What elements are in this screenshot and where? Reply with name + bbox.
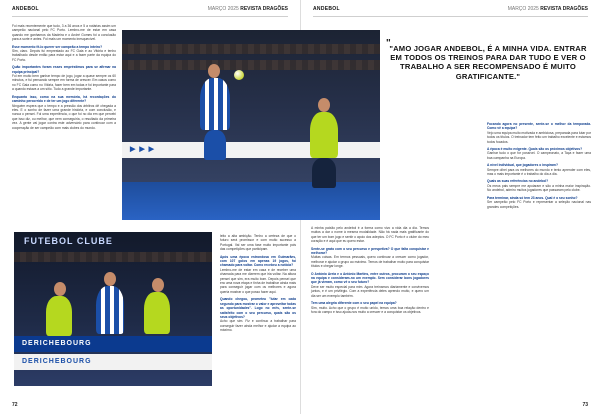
page-number-right: 73 — [582, 402, 588, 408]
quote-mark: " — [386, 38, 391, 49]
question: A época é muito exigente. Quais são os próximos objetivos? — [487, 147, 583, 152]
left-header — [0, 4, 300, 16]
issue-info — [208, 6, 288, 12]
player-head — [104, 272, 116, 286]
ad-board: DERICHEBOURG — [14, 336, 212, 352]
question: O António Areia e o António Martins, entre outros, procuram o seu espaço na equipa e consideram-no um exemplo. Sem considerar bons jogadores que já vieram, como vê o seu futuro? — [311, 271, 429, 285]
handball — [234, 70, 244, 80]
question: Para terminar, ainda só tem 23 anos. Qual é o seu sonho? — [487, 195, 578, 200]
stands-row — [122, 60, 380, 70]
question: Esse momento fê-lo querer ser campeão a tempo inteiro? — [12, 44, 103, 49]
question: Sente-se grato com o seu percurso e perspetiva? O que falta conquistar e melhorar? — [311, 246, 429, 256]
paragraph: Foi em muito bem ganhar tempo de jogo, jogar a quase sempre os 60 minutos, e fui pensando sempre em forma de crescer. Em casos como no FC Gaia como no Vitória, fazer bem em todas e foi importante para a quando estava a um sítio. Tudo a grande importante. — [12, 74, 116, 92]
player-opponent — [310, 112, 338, 158]
question: Quais as suas referências no andebol? — [487, 179, 549, 184]
player-head — [152, 278, 164, 292]
column-1 — [12, 24, 116, 224]
paragraph: A minha paixão pelo andebol é a forma como vivo a vida dia a dia. Temos muitos a dar o nome à mesma modalidade. Não há nada mais gratificante do que ter um bom jogo e sentir o apoio dos adeptos. O FC Porto é o clube do meu coração e é aqui que eu quero estar. — [311, 226, 429, 244]
paragraph: Ganhar tudo o que for possível. O campeonato, a Taça e fazer uma boa campanha na Europa. — [487, 151, 591, 160]
section-title: ANDEBOL — [313, 6, 340, 12]
player-head — [54, 282, 66, 296]
section-title: ANDEBOL — [12, 6, 39, 12]
question: Focando agora no presente, sente-se o melhor da temporada. Como vê a equipa? — [487, 122, 591, 131]
paragraph: Acho que sim. Fiz e continuo a trabalhar para conseguir fazer ainda melhor e ajudar a equipa ao máximo. — [220, 319, 296, 333]
court-floor — [122, 182, 380, 220]
paragraph: Lembro-me de estar em casa e de receber uma chamada para me dizerem que iria voltar. Na altura pensei que sim, era muito bom. Depois pensei que era uma nova etapa e tinha de trabalhar ainda mais para conseguir jogar com os melhores e agora queria mostrar o que posso fazer aqui. — [220, 267, 296, 294]
player-shorts — [204, 130, 226, 160]
stands-row — [14, 252, 212, 262]
player-opponent — [144, 292, 170, 334]
paragraph: Deve ser muito especial para mim. Agora treinamos diariamente e convivemos juntos, e é um privilégio. Com a experiência deles aprendo muito, e quero um dia ser um exemplo também. — [311, 284, 429, 298]
question: Quando chegou, prometeu "lutar em cada segundo para mostrar o valor e aproveitar todas as oportunidades". Logo no mês, sente-se satisfeito com o seu percurso, quais são os seus objetivos? — [220, 297, 296, 319]
column-4 — [487, 120, 591, 404]
question: Quão importantes foram esses empréstimos para se afirmar na equipa principal? — [12, 65, 116, 74]
paragraph: Ser campeão pelo FC Porto e representar a seleção nacional nas grandes competições. — [487, 200, 591, 209]
paragraph: Sim, muito. Acho que o grupo é muito unido, temos uma boa relação dentro e fora do campo e isso ajuda-nos muito a crescer e a conquistar os objetivos. — [311, 305, 429, 314]
player-head — [208, 64, 220, 78]
question: Tem uma alegria diferente com o seu papel na equipa? — [311, 301, 397, 306]
right-header — [301, 4, 600, 16]
paragraph: Foi mais recentemente que tudo, 3 a 36 anos e 5 a notárias assim um campeão nacional pelo FC Porto. Lembro-me de estar em casa quando me ganhamos da Madeira e o André Gomes foi a conclusão para a sorte e antes. Foi mais um momento inesquecível. — [12, 24, 116, 42]
paragraph: Sempre olhei para os melhores do mundo e tento aprender com eles, mas o mais importante é o trabalho do dia a dia. — [487, 167, 591, 177]
magazine-name: REVISTA DRAGÕES — [540, 6, 588, 12]
issue-info — [508, 6, 588, 12]
stands-row — [122, 44, 380, 54]
stands-lettering: FUTEBOL CLUBE — [24, 236, 113, 246]
page-number-left: 72 — [12, 402, 18, 408]
pull-quote: "AMO JOGAR ANDEBOL, É A MINHA VIDA. ENTRAR EM TODOS OS TREINOS PARA DAR TUDO E VER O TRABALHO A SER RECOMPENSADO É MUITO GRATIFICANTE." — [389, 44, 587, 81]
player-fcporto — [200, 78, 230, 130]
question: A nível individual, que jogadores o inspiram? — [487, 163, 558, 168]
paragraph: Ninguém espera que o tempo e a pressão dos árbitros dê chegada a eles. E o sonho de fazer uma grande história, e com conclusão, e nunca o pensei. Foi uma experiência, o que foi no dia em que percebi que isso diz, ou melhor, que nem conseguiria, o resultado da primeira vez. A gente vai jogar contra este adversário para continuar com a cooperação de ser campeão com mais clubes do mundo. — [12, 103, 116, 130]
action-photo — [122, 30, 380, 220]
player-head — [318, 98, 330, 112]
question: Após uma época estrondosa em Guimarães, com 107 golos em apenas 19 jogos, foi chamado para voltar. Como recebeu a notícia? — [220, 254, 296, 268]
paragraph: Os meus pais sempre me apoiaram e são a minha maior inspiração. No andebol, admiro muitos jogadores que passaram pelo clube. — [487, 183, 591, 193]
issue-date: MARÇO 2025 — [207, 6, 239, 12]
question: Enquanto isso, como na sua memória, há recordações do caminho percorrido e de ter um jogo diferente? — [12, 94, 116, 104]
magazine-name: REVISTA DRAGÕES — [240, 6, 288, 12]
paragraph: Vejo uma equipa muito motivada e ambiciosa, preparada para lutar por todos os títulos. O treinador tem feito um trabalho excelente e estamos todos focados. — [487, 130, 591, 144]
paragraph: Muitas coisas. Em termos pessoais, quero continuar a crescer como jogador, melhorar e ajudar o grupo ao máximo. Temos de trabalhar muito para conquistar títulos e chegar longe. — [311, 255, 429, 269]
player-shorts — [312, 158, 336, 188]
paragraph: leito a alta ambição. Tenho a certeza de que o futuro será promissor e com muito sucesso a Portugal. Vai ser uma fase muito importante pois das competições que participam. — [220, 234, 296, 252]
header-rule — [12, 16, 288, 17]
header-rule — [313, 16, 588, 17]
paragraph: Sim, claro. Depois fui emprestado ao FC Gaia e ao Vitória e tenho trabalhado desde então para estar aqui e a fazer parte da equipa do FC Porto. — [12, 49, 116, 62]
ad-board: ▶ ▶ ▶ — [122, 142, 380, 158]
column-2 — [220, 234, 296, 396]
player-opponent — [46, 296, 72, 336]
team-photo — [14, 232, 212, 386]
issue-date: MARÇO 2025 — [507, 6, 539, 12]
ad-board: DERICHEBOURG — [14, 354, 212, 370]
player-fcporto — [96, 286, 124, 334]
column-3 — [311, 226, 429, 402]
